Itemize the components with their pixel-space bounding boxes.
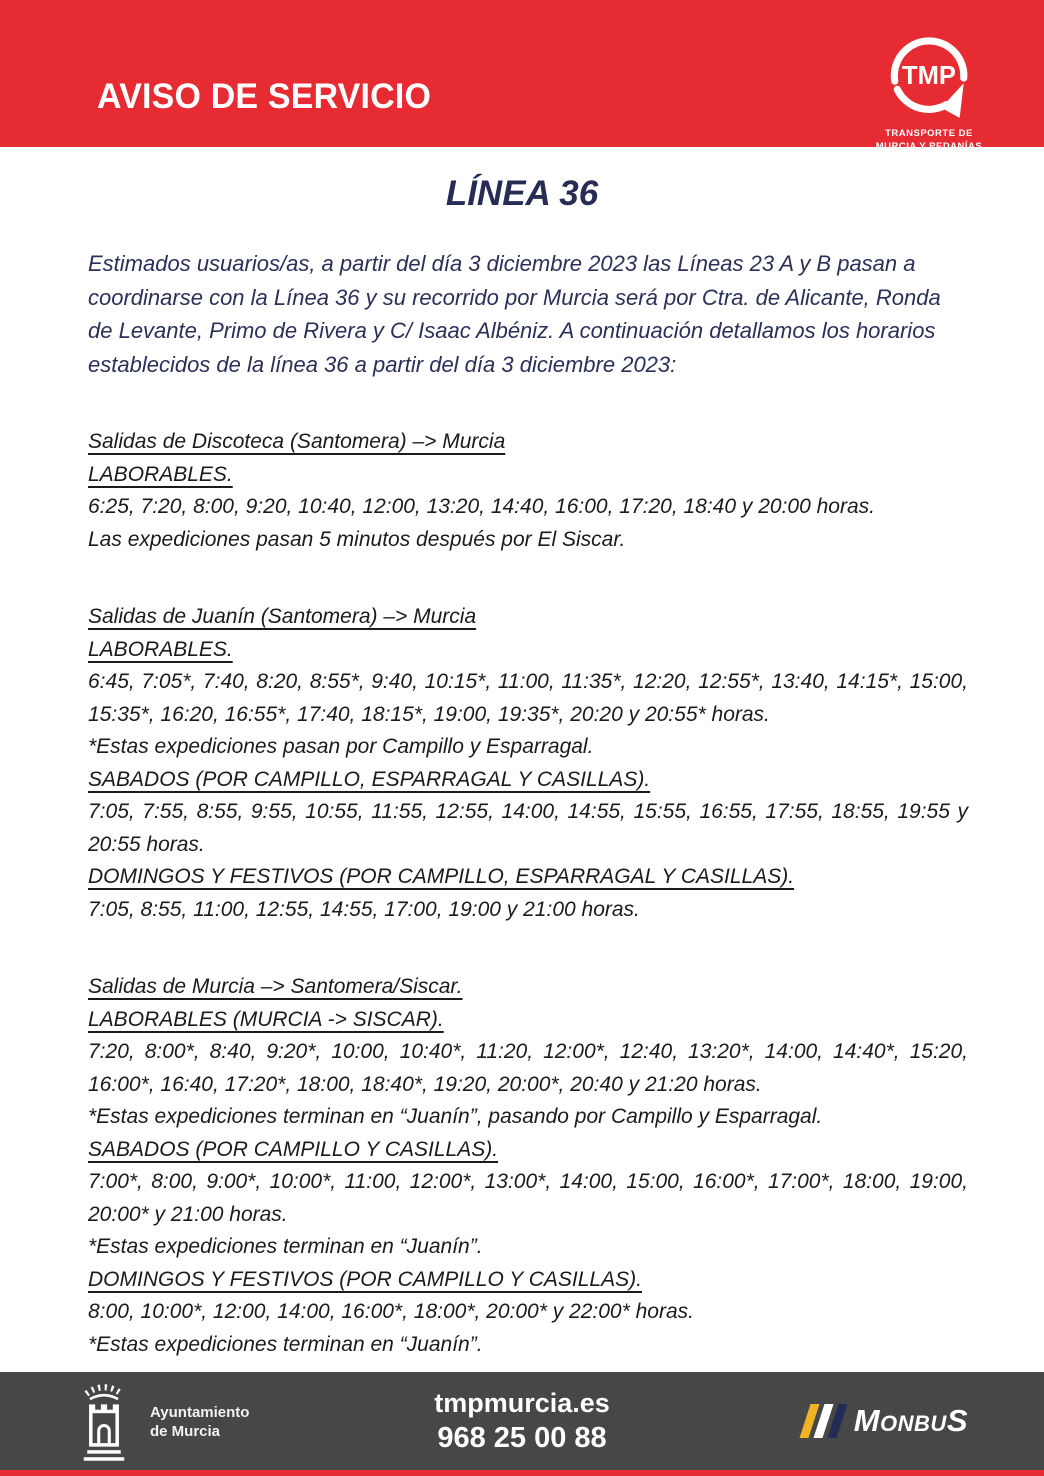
footer-bar — [0, 1372, 1044, 1470]
schedule-times: 6:25, 7:20, 8:00, 9:20, 10:40, 12:00, 13:20, 14:40, 16:00, 17:20, 18:40 y 20:00 horas. — [88, 495, 875, 518]
banner-title: AVISO DE SERVICIO — [97, 77, 432, 116]
monbus-wordmark: MonbuS — [853, 1403, 968, 1438]
council-name-line2: de Murcia — [150, 1423, 221, 1440]
schedule-subheading: SABADOS (POR CAMPILLO, ESPARRAGAL Y CASILLAS). — [88, 767, 651, 791]
schedule-note: Las expediciones pasan 5 minutos después por El Siscar. — [88, 527, 626, 551]
intro-paragraph: Estimados usuarios/as, a partir del día 3 diciembre 2023 las Líneas 23 A y B pasan a coordinarse con la Línea 36 y su recorrido por Murcia será por Ctra. de Alicante, Ronda de Levante, Primo de Rivera y C/ Isaac Albéniz. A continuación detallamos los horarios establecidos de la línea 36 a partir del día 3 diciembre 2023: — [88, 251, 941, 377]
schedule-times: 7:05, 8:55, 11:00, 12:55, 14:55, 17:00, 19:00 y 21:00 horas. — [88, 897, 640, 921]
schedule-subheading: LABORABLES. — [88, 462, 233, 486]
schedule-note: *Estas expediciones terminan en “Juanín”. — [88, 1332, 483, 1356]
website-text: tmpmurcia.es — [434, 1387, 610, 1418]
schedule-subheading: LABORABLES (MURCIA -> SISCAR). — [88, 1007, 444, 1031]
schedule-subheading: DOMINGOS Y FESTIVOS (POR CAMPILLO, ESPARRAGAL Y CASILLAS). — [88, 865, 795, 888]
tmp-subtitle-line1: TRANSPORTE DE — [885, 128, 973, 139]
phone-number: 968 25 00 88 — [437, 1421, 607, 1454]
schedule-note: *Estas expediciones pasan por Campillo y Esparragal. — [88, 735, 594, 758]
tmp-logo — [854, 28, 1004, 153]
section-title: Salidas de Discoteca (Santomera) –> Murcia — [88, 430, 506, 453]
section-title: Salidas de Murcia –> Santomera/Siscar. — [88, 975, 463, 998]
council-name-line1: Ayuntamiento — [150, 1404, 250, 1421]
section-murcia — [88, 971, 968, 1361]
tmp-circular-arrows-icon — [883, 28, 975, 122]
schedule-times: 7:00*, 8:00, 9:00*, 10:00*, 11:00, 12:00*, 13:00*, 14:00, 15:00, 16:00*, 17:00*, 18:00, 19:00, 20:00* y 21:00 horas. — [88, 1170, 968, 1226]
monbus-stripes-icon — [799, 1404, 847, 1438]
monbus-logo — [805, 1372, 968, 1470]
schedule-subheading: SABADOS (POR CAMPILLO Y CASILLAS). — [88, 1137, 499, 1161]
schedule-subheading: LABORABLES. — [88, 637, 233, 661]
schedule-times: 8:00, 10:00*, 12:00, 14:00, 16:00*, 18:00*, 20:00* y 22:00* horas. — [88, 1300, 694, 1323]
section-discoteca — [88, 426, 968, 556]
tmp-subtitle-line2: MURCIA Y PEDANÍAS — [875, 141, 983, 152]
page-title: LÍNEA 36 — [445, 174, 599, 213]
section-juanin — [88, 601, 968, 926]
header-banner — [0, 0, 1044, 152]
tmp-acronym: TMP — [902, 62, 956, 91]
schedule-times: 7:05, 7:55, 8:55, 9:55, 10:55, 11:55, 12:55, 14:00, 14:55, 15:55, 16:55, 17:55, 18:55, 19:55 y 20:55 horas. — [88, 800, 968, 856]
schedule-subheading: DOMINGOS Y FESTIVOS (POR CAMPILLO Y CASILLAS). — [88, 1267, 642, 1291]
schedule-note: *Estas expediciones terminan en “Juanín”. — [88, 1235, 483, 1258]
schedule-times: 7:20, 8:00*, 8:40, 9:20*, 10:00, 10:40*, 11:20, 12:00*, 12:40, 13:20*, 14:00, 14:40*, 15:20, 16:00*, 16:40, 17:20*, 18:00, 18:40*, 19:20, 20:00*, 20:40 y 21:20 horas. — [88, 1040, 968, 1096]
section-title: Salidas de Juanín (Santomera) –> Murcia — [88, 605, 477, 628]
bottom-red-strip — [0, 1470, 1044, 1476]
schedule-times: 6:45, 7:05*, 7:40, 8:20, 8:55*, 9:40, 10:15*, 11:00, 11:35*, 12:20, 12:55*, 13:40, 14:15*, 15:00, 15:35*, 16:20, 16:55*, 17:40, 18:15*, 19:00, 19:35*, 20:20 y 20:55* horas. — [88, 670, 968, 726]
document-body — [88, 247, 968, 1361]
schedule-note: *Estas expediciones terminan en “Juanín”, pasando por Campillo y Esparragal. — [88, 1105, 823, 1128]
